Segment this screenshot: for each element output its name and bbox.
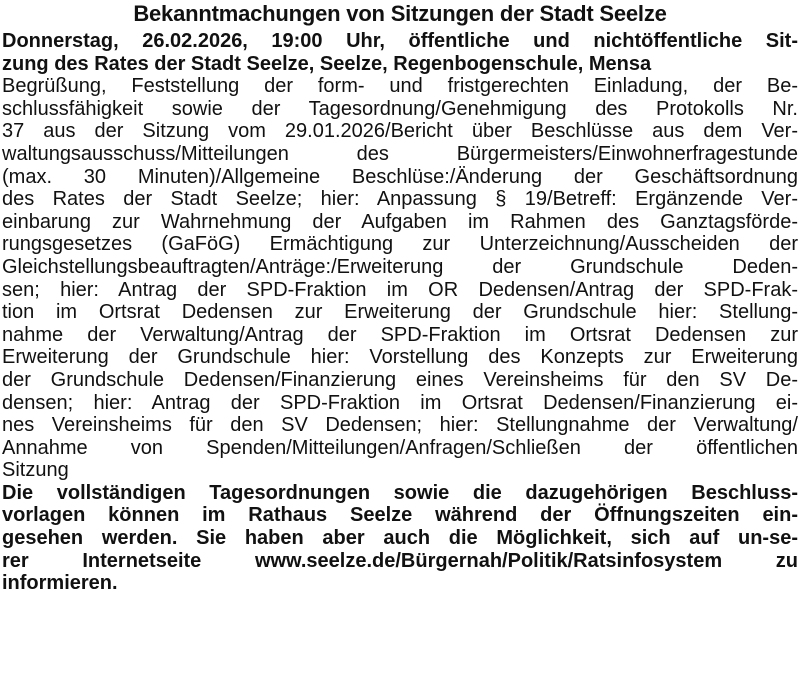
agenda-line: nahme der Verwaltung/Antrag der SPD-Fraktion im Ortsrat Dedensen zur bbox=[2, 323, 798, 346]
notice-line: informieren. bbox=[2, 572, 118, 595]
agenda-line: Annahme von Spenden/Mitteilungen/Anfragen/Schließen der öffentlichen bbox=[2, 436, 798, 459]
agenda-line: densen; hier: Antrag der SPD-Fraktion im Ortsrat Dedensen/Finanzierung ei- bbox=[2, 391, 798, 414]
agenda-text bbox=[2, 75, 798, 482]
meeting-heading-line: zung des Rates der Stadt Seelze, Seelze, Regenbogenschule, Mensa bbox=[2, 52, 652, 75]
notice-line: gesehen werden. Sie haben aber auch die Möglichkeit, sich auf un-se- bbox=[2, 527, 798, 550]
meeting-heading bbox=[2, 30, 798, 75]
notice-line: Die vollständigen Tagesordnungen sowie die dazugehörigen Beschluss- bbox=[2, 481, 798, 504]
agenda-line: sen; hier: Antrag der SPD-Fraktion im OR Dedensen/Antrag der SPD-Frak- bbox=[2, 278, 798, 301]
agenda-line: nes Vereinsheims für den SV Dedensen; hier: Stellungnahme der Verwaltung/ bbox=[2, 414, 798, 437]
agenda-line: Sitzung bbox=[2, 459, 69, 482]
agenda-line: der Grundschule Dedensen/Finanzierung eines Vereinsheims für den SV De- bbox=[2, 368, 798, 391]
agenda-line: des Rates der Stadt Seelze; hier: Anpassung § 19/Betreff: Ergänzende Ver- bbox=[2, 188, 798, 211]
notice-text bbox=[2, 482, 798, 595]
notice-line: vorlagen können im Rathaus Seelze während der Öffnungszeiten ein- bbox=[2, 504, 798, 527]
meeting-heading-line: Donnerstag, 26.02.2026, 19:00 Uhr, öffentliche und nichtöffentliche Sit- bbox=[2, 30, 798, 52]
agenda-line: schlussfähigkeit sowie der Tagesordnung/Genehmigung des Protokolls Nr. bbox=[2, 97, 798, 120]
agenda-line: tion im Ortsrat Dedensen zur Erweiterung der Grundschule hier: Stellung- bbox=[2, 301, 798, 324]
agenda-line: 37 aus der Sitzung vom 29.01.2026/Bericht über Beschlüsse aus dem Ver- bbox=[2, 120, 798, 143]
agenda-line: waltungsausschuss/Mitteilungen des Bürgermeisters/Einwohnerfragestunde bbox=[2, 142, 798, 165]
agenda-line: Gleichstellungsbeauftragten/Anträge:/Erweiterung der Grundschule Deden- bbox=[2, 255, 798, 278]
agenda-line: Erweiterung der Grundschule hier: Vorstellung des Konzepts zur Erweiterung bbox=[2, 346, 798, 369]
page-title: Bekanntmachungen von Sitzungen der Stadt Seelze bbox=[133, 1, 667, 26]
agenda-line: Begrüßung, Feststellung der form- und fristgerechten Einladung, der Be- bbox=[2, 75, 798, 98]
agenda-line: (max. 30 Minuten)/Allgemeine Beschlüse:/Änderung der Geschäftsordnung bbox=[2, 165, 798, 188]
agenda-line: einbarung zur Wahrnehmung der Aufgaben im Rahmen des Ganztagsförde- bbox=[2, 210, 798, 233]
notice-line: rer Internetseite www.seelze.de/Bürgernah/Politik/Ratsinfosystem zu bbox=[2, 549, 798, 572]
agenda-line: rungsgesetzes (GaFöG) Ermächtigung zur Unterzeichnung/Ausscheiden der bbox=[2, 233, 798, 256]
